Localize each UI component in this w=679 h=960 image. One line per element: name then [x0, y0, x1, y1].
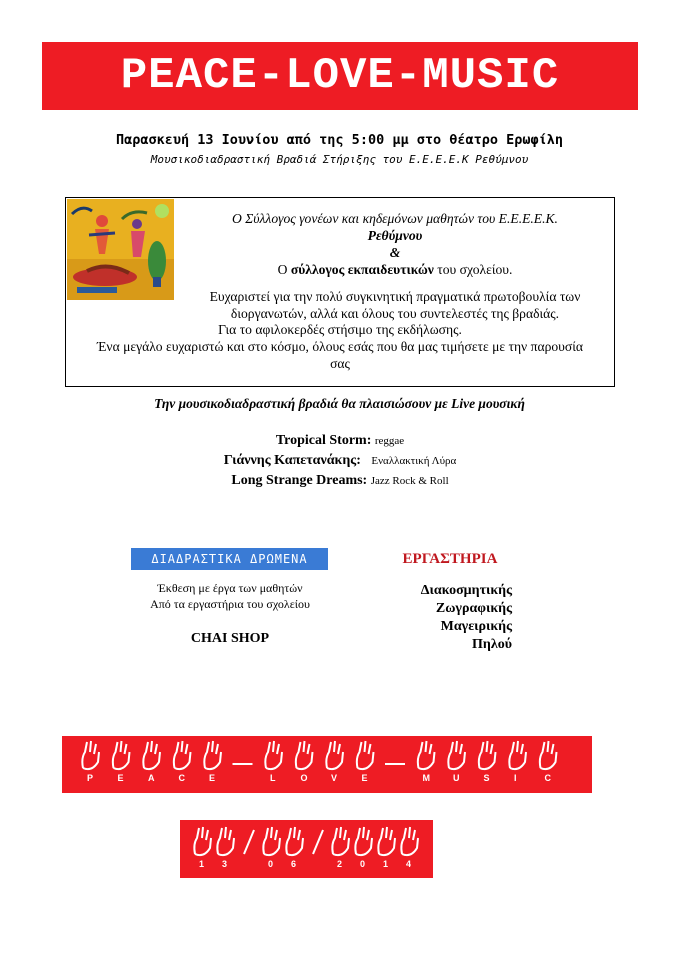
interactive-events-label: ΔΙΑΔΡΑΣΤΙΚΑ ΔΡΩΜΕΝΑ [131, 548, 328, 570]
sign-letter: A [148, 773, 155, 783]
live-music-line: Την μουσικοδιαδραστική βραδιά θα πλαισιώσουν με Live μουσική [154, 396, 525, 411]
thanks-line3 [176, 261, 614, 278]
band-genre: Εναλλακτική Λύρα [371, 455, 457, 467]
sign-letter: 1 [383, 859, 389, 869]
band-row [170, 471, 510, 491]
banner-title: PEACE-LOVE-MUSIC [120, 51, 560, 101]
interactive-description [105, 580, 355, 612]
thanks-line6: Ένα μεγάλο ευχαριστώ και στο κόσμο, όλους εσάς που θα μας τιμήσετε με την παρουσία σας [96, 339, 584, 371]
band-genre: Jazz Rock & Roll [370, 475, 449, 487]
thanks-line1: Ο Σύλλογος γονέων και κηδεμόνων μαθητών του Ε.Ε.Ε.Ε.Κ. [232, 211, 558, 226]
band-row [170, 431, 510, 451]
thanks-amp: & [389, 245, 401, 260]
sign-letter: 3 [222, 859, 228, 869]
interactive-line2: Από τα εργαστήρια του σχολείου [150, 597, 310, 611]
chai-shop-label: CHAI SHOP [190, 631, 270, 646]
sign-letter: I [514, 773, 517, 783]
sign-letter: 4 [406, 859, 412, 869]
title-banner [42, 42, 638, 110]
sign-letter: 0 [360, 859, 366, 869]
workshop-item: Μαγειρικής [440, 619, 512, 634]
sign-letter: C [178, 773, 185, 783]
sign-letter: M [422, 773, 430, 783]
thanks-text-bottom [66, 321, 614, 372]
thanks-line4: Ευχαριστεί για την πολύ συγκινητική πραγματικά πρωτοβουλία των διοργανωτών, αλλά και όλους του συντελεστές της βραδιάς. [209, 289, 581, 321]
workshop-item: Διακοσμητικής [420, 583, 512, 598]
sign-letter: U [453, 773, 460, 783]
sign-letter: 0 [268, 859, 274, 869]
thanks-line3-post: του σχολείου. [433, 262, 513, 277]
thanks-line5: Για το αφιλοκερδές στήσιμο της εκδήλωσης. [218, 322, 462, 337]
band-name: Long Strange Dreams: [231, 473, 368, 488]
thanks-text-top [176, 210, 614, 278]
band-list [170, 431, 510, 491]
band-genre: reggae [374, 435, 405, 447]
sign-letter: C [544, 773, 551, 783]
thanks-line2: Ρεθύμνου [367, 228, 423, 243]
sign-letter: 2 [337, 859, 343, 869]
children-painting-image [67, 199, 174, 300]
sign-letter: V [331, 773, 338, 783]
interactive-line1: Έκθεση με έργα των μαθητών [157, 581, 303, 595]
band-name: Tropical Storm: [275, 433, 372, 448]
sign-letter: L [270, 773, 276, 783]
sign-letter: P [87, 773, 94, 783]
sign-letter: E [209, 773, 216, 783]
event-subtitle: Μουσικοδιαδραστική Βραδιά Στήριξης του Ε.Ε.Ε.Ε.Κ Ρεθύμνου [150, 153, 529, 166]
workshops-title: ΕΡΓΑΣΤΗΡΙΑ [402, 551, 498, 567]
sign-letter: 6 [291, 859, 297, 869]
sign-letter: 1 [199, 859, 205, 869]
sign-letter: E [361, 773, 368, 783]
sign-language-date-image [180, 820, 433, 878]
thanks-line3-bold: σύλλογος εκπαιδευτικών [290, 262, 434, 277]
sign-letter: S [483, 773, 490, 783]
sign-language-strip-image [62, 736, 592, 793]
workshop-item: Πηλού [472, 637, 512, 652]
sign-letter: E [117, 773, 124, 783]
band-name: Γιάννης Καπετανάκης: [223, 453, 361, 468]
workshop-item: Ζωγραφικής [435, 601, 512, 616]
thanks-line3-pre: Ο [277, 262, 291, 277]
event-date-line: Παρασκευή 13 Ιουνίου από της 5:00 μμ στο θέατρο Ερωφίλη [115, 132, 564, 148]
sign-letter: O [300, 773, 308, 783]
thanks-text-mid [176, 288, 614, 322]
band-row [170, 451, 510, 471]
workshops-list [380, 582, 512, 654]
